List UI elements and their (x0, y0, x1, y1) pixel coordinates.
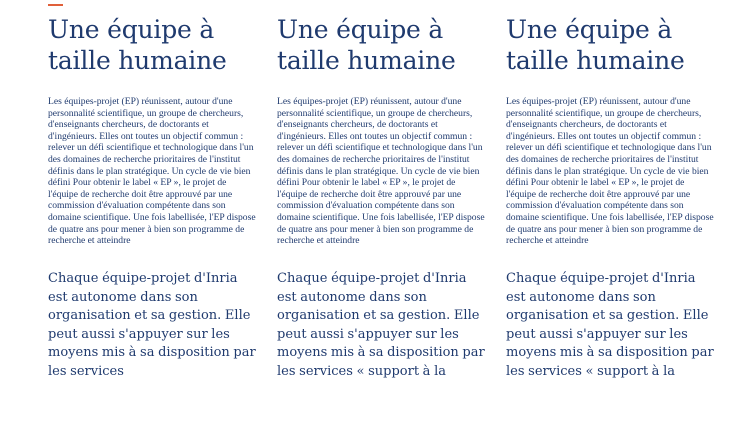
intro-paragraph: Les équipes-projet (EP) réunissent, autour d'une personnalité scientifique, un groupe de chercheurs, d'enseignants chercheurs, de doctorants et d'ingénieurs. Elles ont toutes un objectif commun : relever un défi scientifique et technologique dans l'un des domaines de recherche prioritaires de l'institut définis dans le plan stratégique. Un cycle de vie bien défini Pour obtenir le label « EP », le projet de l'équipe de recherche doit être approuvé par une commission d'évaluation compétente dans son domaine scientifique. Une fois labellisée, l'EP dispose de quatre ans pour mener à bien son programme de recherche et atteindre (506, 96, 714, 247)
lead-paragraph: Chaque équipe-projet d'Inria est autonome dans son organisation et sa gestion. Elle peut aussi s'appuyer sur les moyens mis à sa disposition par les services « support à la (277, 271, 485, 379)
text-column-2 (277, 14, 487, 422)
accent-line (48, 4, 63, 6)
lead-paragraph: Chaque équipe-projet d'Inria est autonome dans son organisation et sa gestion. Elle peut aussi s'appuyer sur les moyens mis à sa disposition par les services « support à la (506, 271, 714, 379)
text-column-1 (48, 14, 258, 412)
column-heading: Une équipe à taille humaine (506, 15, 685, 75)
column-heading: Une équipe à taille humaine (277, 15, 456, 75)
intro-paragraph: Les équipes-projet (EP) réunissent, autour d'une personnalité scientifique, un groupe de chercheurs, d'enseignants chercheurs, de doctorants et d'ingénieurs. Elles ont toutes un objectif commun : relever un défi scientifique et technologique dans l'un des domaines de recherche prioritaires de l'institut définis dans le plan stratégique. Un cycle de vie bien défini Pour obtenir le label « EP », le projet de l'équipe de recherche doit être approuvé par une commission d'évaluation compétente dans son domaine scientifique. Une fois labellisée, l'EP dispose de quatre ans pour mener à bien son programme de recherche et atteindre (48, 96, 256, 247)
intro-paragraph: Les équipes-projet (EP) réunissent, autour d'une personnalité scientifique, un groupe de chercheurs, d'enseignants chercheurs, de doctorants et d'ingénieurs. Elles ont toutes un objectif commun : relever un défi scientifique et technologique dans l'un des domaines de recherche prioritaires de l'institut définis dans le plan stratégique. Un cycle de vie bien défini Pour obtenir le label « EP », le projet de l'équipe de recherche doit être approuvé par une commission d'évaluation compétente dans son domaine scientifique. Une fois labellisée, l'EP dispose de quatre ans pour mener à bien son programme de recherche et atteindre (277, 96, 485, 247)
column-heading: Une équipe à taille humaine (48, 15, 227, 75)
text-column-3 (506, 14, 716, 422)
lead-paragraph: Chaque équipe-projet d'Inria est autonome dans son organisation et sa gestion. Elle peut aussi s'appuyer sur les moyens mis à sa disposition par les services (48, 271, 256, 379)
